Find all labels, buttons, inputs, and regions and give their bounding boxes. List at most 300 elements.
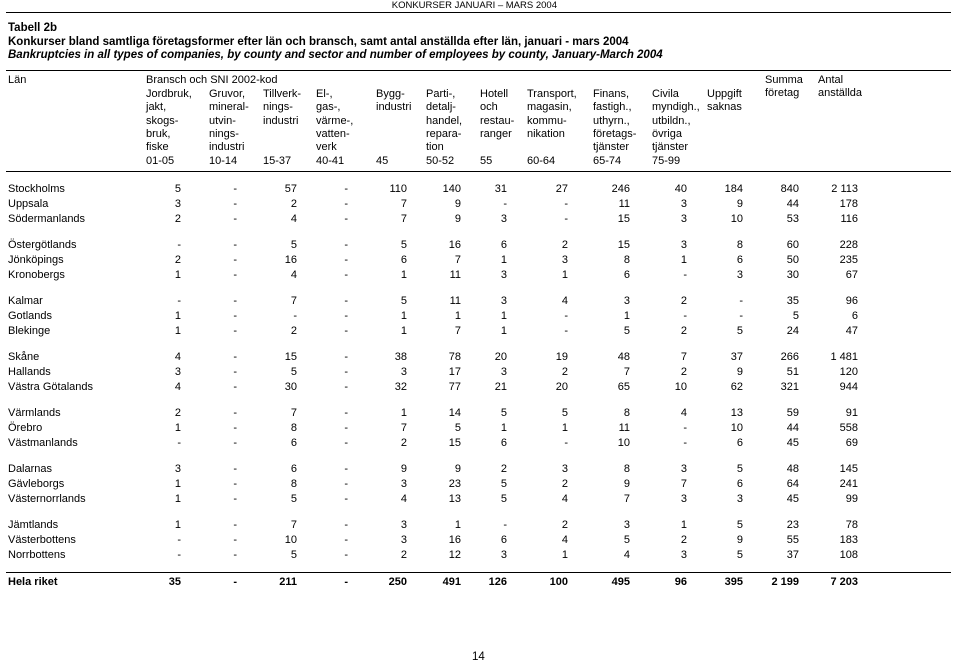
table-cell: 1 <box>174 324 181 337</box>
table-cell: - <box>344 295 348 308</box>
column-header: Finans, fastigh., uthyrn., företags- tjänster <box>593 88 637 154</box>
column-code: 60-64 <box>527 155 556 167</box>
table-cell: 16 <box>448 239 461 252</box>
table-row <box>0 518 959 533</box>
table-cell: - <box>344 463 348 476</box>
table-cell: 1 <box>174 422 181 435</box>
table-cell: 6 <box>736 436 743 449</box>
table-cell: - <box>564 324 568 337</box>
table-cell: 3 <box>500 549 507 562</box>
table-cell: 1 <box>174 519 181 532</box>
table-row <box>0 238 959 253</box>
table-cell: 2 <box>290 197 297 210</box>
table-cell: 10 <box>617 436 630 449</box>
table-cell: 5 <box>500 492 507 505</box>
table-cell: - <box>344 239 348 252</box>
table-cell: 1 <box>500 324 507 337</box>
table-cell: 6 <box>736 478 743 491</box>
table-cell: 3 <box>623 295 630 308</box>
table-cell: 6 <box>290 463 297 476</box>
table-cell: 1 <box>500 309 507 322</box>
header-rule-bottom <box>6 171 951 172</box>
column-code: 45 <box>376 155 389 167</box>
table-cell: 4 <box>561 492 568 505</box>
table-cell: 9 <box>400 463 407 476</box>
table-cell: 30 <box>786 268 799 281</box>
total-row <box>0 575 959 590</box>
county-label: Kalmar <box>8 295 43 308</box>
table-cell: 1 <box>454 519 461 532</box>
table-cell: 13 <box>448 492 461 505</box>
table-cell: 3 <box>174 463 181 476</box>
table-cell: 235 <box>839 253 858 266</box>
table-cell: 4 <box>561 295 568 308</box>
table-cell: 110 <box>389 183 407 195</box>
table-cell: 1 <box>400 407 407 420</box>
table-cell: 246 <box>611 183 630 195</box>
table-cell: - <box>233 239 237 252</box>
column-code: 50-52 <box>426 155 455 167</box>
table-cell: 120 <box>839 366 858 379</box>
table-cell: 2 <box>561 366 568 379</box>
table-cell: 38 <box>394 351 407 364</box>
table-cell: 7 <box>400 197 407 210</box>
table-cell: 3 <box>736 492 743 505</box>
table-cell: 1 <box>500 253 507 266</box>
table-cell: 9 <box>454 197 461 210</box>
table-cell: - <box>233 309 237 322</box>
table-cell: 228 <box>839 239 858 252</box>
table-cell: - <box>344 492 348 505</box>
county-label: Dalarnas <box>8 463 53 476</box>
table-cell: 140 <box>442 183 461 195</box>
table-cell: 6 <box>500 534 507 547</box>
table-cell: 19 <box>555 351 568 364</box>
column-code: 01-05 <box>146 155 175 167</box>
table-cell: 50 <box>786 253 799 266</box>
table-row <box>0 309 959 324</box>
table-cell: 3 <box>680 197 687 210</box>
table-cell: 2 <box>561 239 568 252</box>
table-cell: 14 <box>448 407 461 420</box>
table-cell: 37 <box>730 351 743 364</box>
table-cell: 24 <box>786 324 799 337</box>
table-cell: 4 <box>561 534 568 547</box>
table-cell: 5 <box>736 463 743 476</box>
table-cell: - <box>233 422 237 435</box>
table-cell: 17 <box>448 366 461 379</box>
table-cell: 2 <box>680 324 687 337</box>
table-cell: 15 <box>284 351 297 364</box>
table-cell: 1 <box>400 324 407 337</box>
table-cell: 10 <box>730 422 743 435</box>
table-number: Tabell 2b <box>8 22 57 34</box>
county-label: Gotlands <box>8 309 53 322</box>
table-cell: 15 <box>617 212 630 225</box>
table-title-english: Bankruptcies in all types of companies, by county and sector and number of employees by county, January-March 2004 <box>8 49 663 61</box>
table-row <box>0 492 959 507</box>
table-cell: 15 <box>448 436 461 449</box>
table-cell: - <box>233 436 237 449</box>
table-cell: - <box>344 183 348 195</box>
running-header: KONKURSER JANUARI – MARS 2004 <box>391 0 557 11</box>
table-cell: 100 <box>549 575 568 588</box>
table-cell: - <box>233 492 237 505</box>
table-cell: 8 <box>290 422 297 435</box>
table-cell: 96 <box>674 575 687 588</box>
table-cell: 9 <box>736 197 743 210</box>
table-cell: 6 <box>623 268 630 281</box>
table-cell: 4 <box>623 549 630 562</box>
table-cell: 4 <box>174 351 181 364</box>
table-cell: 16 <box>284 253 297 266</box>
table-cell: 78 <box>448 351 461 364</box>
table-cell: 1 <box>174 492 181 505</box>
table-cell: 96 <box>845 295 858 308</box>
column-code: 40-41 <box>316 155 345 167</box>
table-cell: 1 <box>680 253 687 266</box>
table-row <box>0 421 959 436</box>
table-cell: 6 <box>500 239 507 252</box>
table-cell: 9 <box>623 478 630 491</box>
table-cell: - <box>233 183 237 195</box>
table-cell: 15 <box>617 239 630 252</box>
table-cell: 4 <box>680 407 687 420</box>
table-cell: - <box>564 309 568 322</box>
county-label: Blekinge <box>8 324 51 337</box>
table-cell: 69 <box>845 436 858 449</box>
table-cell: - <box>503 197 507 210</box>
table-cell: - <box>344 436 348 449</box>
table-cell: 116 <box>840 212 858 225</box>
table-cell: 67 <box>845 268 858 281</box>
table-cell: 8 <box>623 463 630 476</box>
table-cell: - <box>344 253 348 266</box>
table-cell: 3 <box>680 463 687 476</box>
table-cell: 13 <box>730 407 743 420</box>
table-cell: 6 <box>736 253 743 266</box>
data-table <box>0 182 959 589</box>
table-cell: 62 <box>730 380 743 393</box>
table-cell: 11 <box>449 295 461 308</box>
table-cell: 3 <box>561 463 568 476</box>
table-cell: 9 <box>736 534 743 547</box>
table-cell: 5 <box>290 239 297 252</box>
table-cell: 60 <box>786 239 799 252</box>
header-lan: Län <box>8 74 27 86</box>
column-code: 55 <box>480 155 493 167</box>
county-label: Västmanlands <box>8 436 78 449</box>
table-cell: - <box>177 534 181 547</box>
table-cell: 3 <box>500 212 507 225</box>
table-cell: 65 <box>617 380 630 393</box>
table-cell: - <box>233 197 237 210</box>
table-cell: 395 <box>724 575 743 588</box>
table-cell: 45 <box>786 436 799 449</box>
column-header: Gruvor, mineral- utvin- nings- industri <box>209 88 249 154</box>
table-cell: 3 <box>623 519 630 532</box>
table-cell: 11 <box>618 197 630 210</box>
table-cell: - <box>177 436 181 449</box>
table-cell: 2 <box>680 295 687 308</box>
table-cell: 5 <box>792 309 799 322</box>
table-row <box>0 350 959 365</box>
table-cell: - <box>344 366 348 379</box>
county-label: Hela riket <box>8 575 58 588</box>
table-cell: 4 <box>290 212 297 225</box>
table-cell: - <box>233 324 237 337</box>
table-cell: - <box>344 575 348 588</box>
table-cell: 11 <box>618 422 630 435</box>
table-cell: 3 <box>680 239 687 252</box>
table-cell: 91 <box>845 407 858 420</box>
table-cell: 3 <box>680 212 687 225</box>
table-cell: - <box>233 575 237 588</box>
table-cell: 23 <box>786 519 799 532</box>
table-cell: - <box>233 534 237 547</box>
table-cell: 241 <box>839 478 858 491</box>
table-cell: 178 <box>839 197 858 210</box>
column-header: Hotell och restau- ranger <box>480 88 515 140</box>
table-cell: 78 <box>845 519 858 532</box>
table-cell: 183 <box>839 534 858 547</box>
table-cell: 7 203 <box>830 575 858 588</box>
table-cell: 7 <box>623 492 630 505</box>
table-cell: 4 <box>400 492 407 505</box>
table-row <box>0 197 959 212</box>
county-label: Värmlands <box>8 407 61 420</box>
table-cell: 1 <box>500 422 507 435</box>
table-cell: 20 <box>555 380 568 393</box>
table-cell: 1 <box>400 268 407 281</box>
table-cell: 8 <box>623 407 630 420</box>
county-label: Hallands <box>8 366 51 379</box>
column-header: Jordbruk, jakt, skogs- bruk, fiske <box>146 88 192 154</box>
table-cell: 5 <box>290 366 297 379</box>
table-cell: - <box>233 351 237 364</box>
table-cell: 7 <box>290 295 297 308</box>
table-cell: 57 <box>284 183 297 195</box>
table-cell: 37 <box>786 549 799 562</box>
table-cell: 7 <box>290 519 297 532</box>
table-cell: 491 <box>442 575 461 588</box>
table-cell: 23 <box>448 478 461 491</box>
table-cell: 3 <box>174 366 181 379</box>
column-header: Bygg- industri <box>376 88 412 114</box>
column-header: Civila myndigh., utbildn., övriga tjänster <box>652 88 700 154</box>
column-code: 10-14 <box>209 155 238 167</box>
table-cell: 1 <box>561 422 568 435</box>
table-cell: 3 <box>400 534 407 547</box>
table-cell: - <box>177 295 181 308</box>
table-cell: 9 <box>454 212 461 225</box>
table-cell: - <box>177 239 181 252</box>
table-cell: - <box>683 422 687 435</box>
county-label: Jämtlands <box>8 519 59 532</box>
column-code: 15-37 <box>263 155 292 167</box>
table-row <box>0 212 959 227</box>
county-label: Örebro <box>8 422 43 435</box>
table-cell: 8 <box>290 478 297 491</box>
table-cell: 2 <box>561 519 568 532</box>
table-cell: - <box>739 309 743 322</box>
table-cell: 1 <box>623 309 630 322</box>
table-cell: 211 <box>279 575 297 588</box>
table-cell: 5 <box>736 519 743 532</box>
table-cell: 44 <box>786 422 799 435</box>
table-cell: 3 <box>736 268 743 281</box>
table-cell: 2 <box>680 366 687 379</box>
table-cell: - <box>177 549 181 562</box>
table-cell: 1 <box>174 309 181 322</box>
top-rule <box>6 12 951 13</box>
table-cell: 2 <box>680 534 687 547</box>
table-cell: 8 <box>623 253 630 266</box>
table-cell: 3 <box>500 295 507 308</box>
column-header: El-, gas-, värme-, vatten- verk <box>316 88 354 154</box>
county-label: Stockholms <box>8 183 65 195</box>
table-cell: 4 <box>174 380 181 393</box>
table-cell: 184 <box>724 183 743 195</box>
table-cell: 7 <box>454 253 461 266</box>
table-row <box>0 182 959 197</box>
table-cell: - <box>564 212 568 225</box>
table-row <box>0 253 959 268</box>
table-row <box>0 324 959 339</box>
county-label: Uppsala <box>8 197 49 210</box>
table-cell: 5 <box>454 422 461 435</box>
table-cell: 59 <box>786 407 799 420</box>
table-cell: 3 <box>500 366 507 379</box>
table-cell: - <box>683 309 687 322</box>
table-cell: 27 <box>555 183 568 195</box>
table-cell: 1 <box>174 478 181 491</box>
table-cell: 8 <box>736 239 743 252</box>
table-cell: 10 <box>730 212 743 225</box>
table-cell: - <box>233 519 237 532</box>
table-cell: 108 <box>839 549 858 562</box>
table-cell: 6 <box>500 436 507 449</box>
table-cell: 266 <box>780 351 799 364</box>
table-cell: 2 <box>400 549 407 562</box>
table-cell: 48 <box>617 351 630 364</box>
table-cell: 2 <box>500 463 507 476</box>
table-cell: - <box>344 309 348 322</box>
county-label: Kronobergs <box>8 268 65 281</box>
table-cell: 1 <box>561 549 568 562</box>
table-cell: 1 <box>454 309 461 322</box>
table-cell: 5 <box>736 549 743 562</box>
table-row <box>0 294 959 309</box>
table-row <box>0 462 959 477</box>
table-cell: 321 <box>780 380 799 393</box>
table-cell: 7 <box>680 478 687 491</box>
table-cell: 35 <box>168 575 181 588</box>
table-cell: - <box>233 463 237 476</box>
table-cell: - <box>233 253 237 266</box>
table-cell: 48 <box>786 463 799 476</box>
table-cell: 2 <box>174 407 181 420</box>
table-cell: 31 <box>494 183 507 195</box>
table-cell: 3 <box>400 478 407 491</box>
table-cell: 6 <box>290 436 297 449</box>
table-cell: 5 <box>623 324 630 337</box>
table-cell: - <box>344 197 348 210</box>
table-cell: 5 <box>500 407 507 420</box>
table-cell: 20 <box>494 351 507 364</box>
table-cell: 11 <box>449 268 461 281</box>
table-cell: 2 <box>174 212 181 225</box>
table-cell: 6 <box>400 253 407 266</box>
county-label: Gävleborgs <box>8 478 65 491</box>
table-cell: 944 <box>839 380 858 393</box>
column-header: Transport, magasin, kommu- nikation <box>527 88 577 140</box>
table-cell: 5 <box>500 478 507 491</box>
table-cell: 7 <box>454 324 461 337</box>
county-label: Jönköpings <box>8 253 64 266</box>
header-bransch: Bransch och SNI 2002-kod <box>146 74 278 86</box>
county-label: Västernorrlands <box>8 492 86 505</box>
table-cell: - <box>344 534 348 547</box>
table-cell: 9 <box>736 366 743 379</box>
table-cell: - <box>344 422 348 435</box>
table-cell: 1 481 <box>830 351 858 364</box>
table-cell: 12 <box>448 549 461 562</box>
table-cell: 3 <box>561 253 568 266</box>
table-cell: 53 <box>786 212 799 225</box>
table-cell: - <box>233 212 237 225</box>
table-cell: 7 <box>290 407 297 420</box>
column-header: Tillverk- nings- industri <box>263 88 302 127</box>
table-cell: 3 <box>680 549 687 562</box>
table-cell: 10 <box>674 380 687 393</box>
column-code: 65-74 <box>593 155 622 167</box>
table-cell: 3 <box>174 197 181 210</box>
table-row <box>0 380 959 395</box>
table-cell: 99 <box>845 492 858 505</box>
table-cell: - <box>344 212 348 225</box>
table-cell: - <box>344 351 348 364</box>
table-cell: 2 <box>561 478 568 491</box>
table-cell: 51 <box>786 366 799 379</box>
table-row <box>0 548 959 563</box>
table-cell: - <box>233 549 237 562</box>
table-cell: 840 <box>780 183 799 195</box>
table-cell: 7 <box>623 366 630 379</box>
column-header: Uppgift saknas <box>707 88 742 114</box>
table-row <box>0 365 959 380</box>
county-label: Skåne <box>8 351 40 364</box>
table-row <box>0 436 959 451</box>
table-title: Konkurser bland samtliga företagsformer efter län och bransch, samt antal anställda efter län, januari - mars 2004 <box>8 36 629 48</box>
table-cell: - <box>233 478 237 491</box>
table-cell: - <box>344 478 348 491</box>
table-cell: - <box>683 436 687 449</box>
table-cell: 55 <box>786 534 799 547</box>
header-rule-top <box>6 70 951 71</box>
table-cell: 495 <box>611 575 630 588</box>
table-cell: - <box>503 519 507 532</box>
table-cell: 1 <box>400 309 407 322</box>
table-cell: 77 <box>448 380 461 393</box>
table-cell: 5 <box>561 407 568 420</box>
table-cell: 44 <box>786 197 799 210</box>
table-cell: 7 <box>400 422 407 435</box>
table-cell: - <box>564 436 568 449</box>
table-cell: 5 <box>400 239 407 252</box>
page-number: 14 <box>472 651 485 663</box>
table-cell: - <box>564 197 568 210</box>
